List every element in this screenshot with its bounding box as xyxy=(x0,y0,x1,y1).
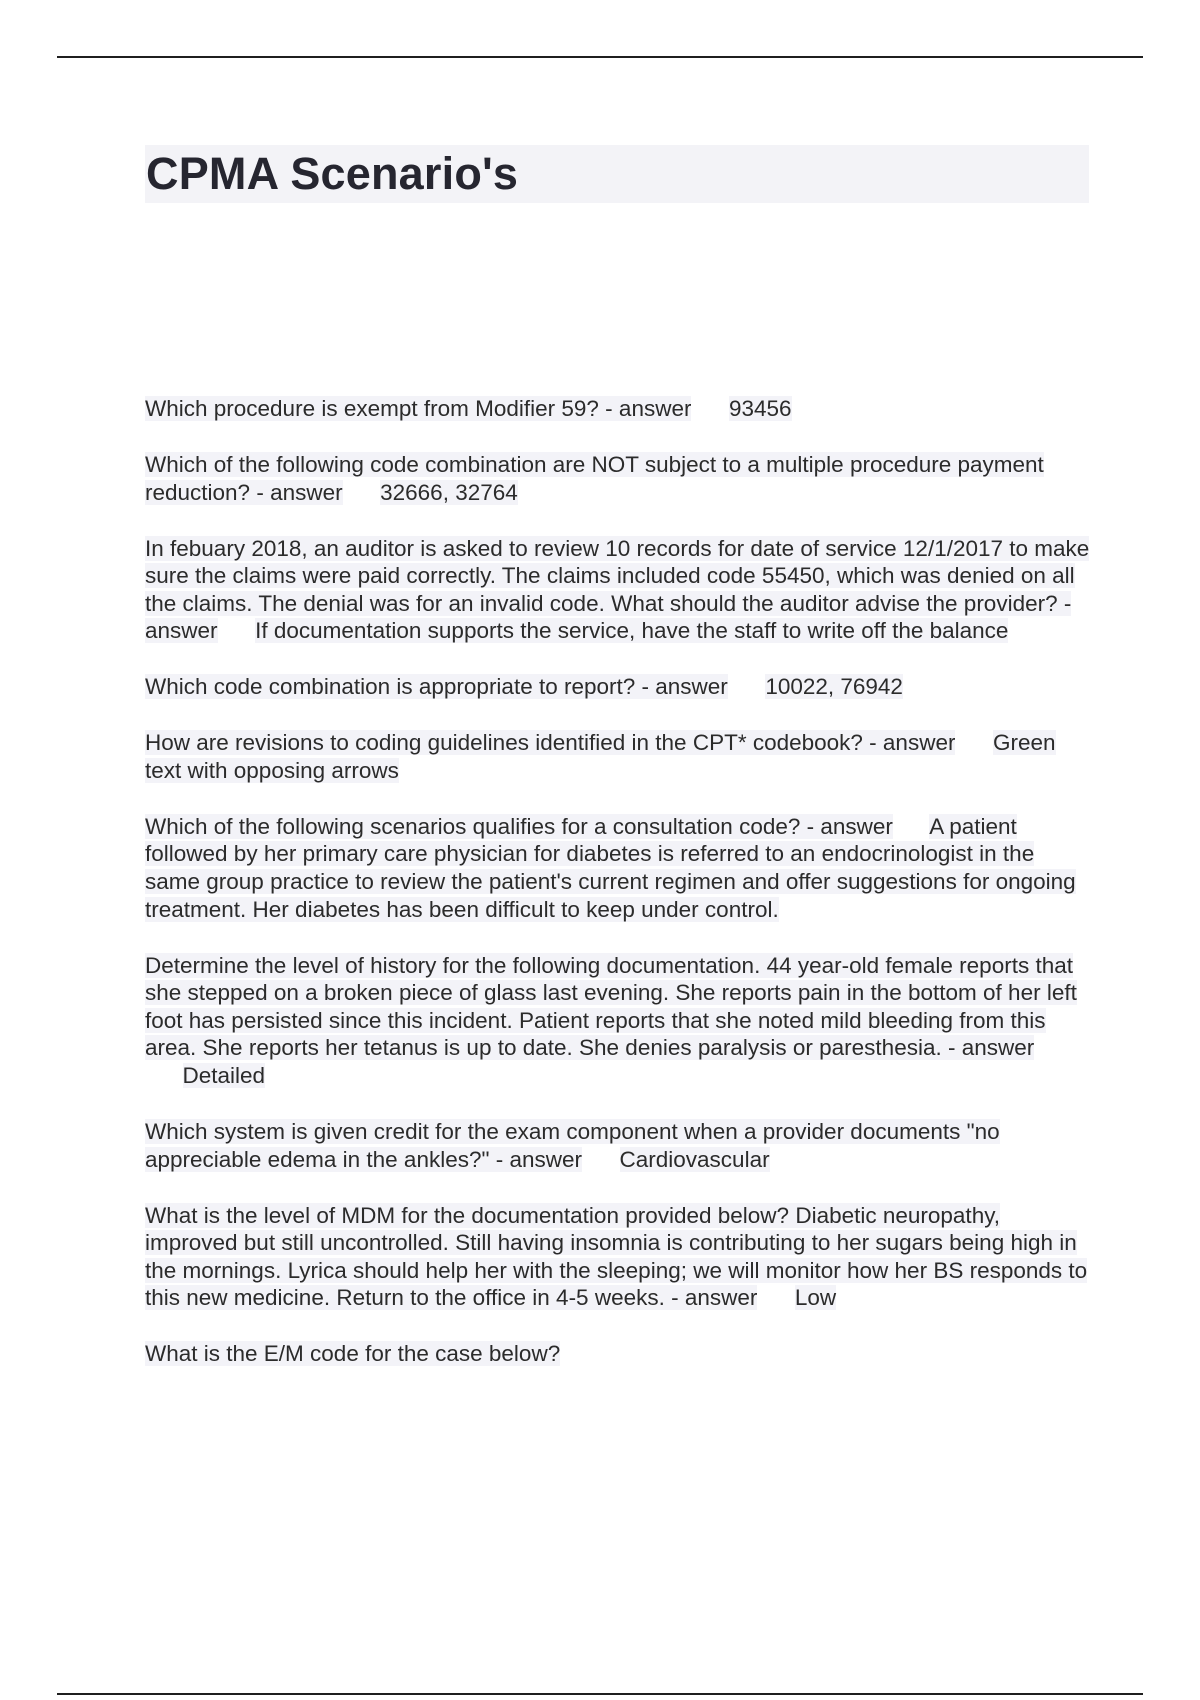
qa-list xyxy=(145,395,1090,1396)
question-text: How are revisions to coding guidelines identified in the CPT* codebook? - answer xyxy=(145,730,956,756)
qa-item xyxy=(145,673,1090,701)
qa-item xyxy=(145,1118,1090,1173)
answer-text: Cardiovascular xyxy=(619,1146,770,1172)
answer-text: 10022, 76942 xyxy=(765,674,903,700)
answer-gap xyxy=(893,814,929,839)
qa-item xyxy=(145,451,1090,506)
answer-text: 93456 xyxy=(728,396,792,421)
question-text: Which procedure is exempt from Modifier 59? - answer xyxy=(145,396,692,421)
answer-gap xyxy=(145,1063,183,1088)
answer-text: Low xyxy=(794,1285,837,1311)
qa-item xyxy=(145,535,1090,645)
question-text: What is the level of MDM for the documentation provided below? Diabetic neuropathy, improved but still uncontrolled. Still having insomnia is contributing to her sugars being high in the mornings. Lyrica should help her with the sleeping; we will monitor how her BS responds to this new medicine. Return to the office in 4-5 weeks. - answer xyxy=(145,1202,1088,1311)
answer-text: If documentation supports the service, have the staff to write off the balance xyxy=(255,618,1009,644)
answer-gap xyxy=(218,618,256,643)
question-text: What is the E/M code for the case below? xyxy=(145,1341,561,1367)
page-title: CPMA Scenario's xyxy=(146,148,519,199)
answer-text: Green text with opposing arrows xyxy=(145,730,1056,783)
answer-gap xyxy=(691,396,729,421)
question-text: Which code combination is appropriate to report? - answer xyxy=(145,674,728,700)
answer-gap xyxy=(343,480,381,505)
answer-text: Detailed xyxy=(182,1063,266,1089)
qa-item xyxy=(145,1340,1090,1368)
qa-item xyxy=(145,813,1090,923)
footer-rule xyxy=(57,1693,1143,1695)
header-rule xyxy=(57,56,1143,58)
question-text: Which system is given credit for the exam component when a provider documents "no appreciable edema in the ankles?" - answer xyxy=(145,1119,1000,1172)
question-text: In febuary 2018, an auditor is asked to review 10 records for date of service 12/1/2017 to make sure the claims were paid correctly. The claims included code 55450, which was denied on all the claims. The denial was for an invalid code. What should the auditor advise the provider? - answer xyxy=(145,535,1090,644)
answer-gap xyxy=(728,674,766,699)
question-text: Which of the following scenarios qualifies for a consultation code? - answer xyxy=(145,813,893,839)
question-text: Which of the following code combination are NOT subject to a multiple procedure payment reduction? - answer xyxy=(145,451,1044,505)
qa-item xyxy=(145,395,1090,423)
answer-text: 32666, 32764 xyxy=(380,479,518,505)
answer-text: A patient followed by her primary care physician for diabetes is referred to an endocrinologist in the same group practice to review the patient's current regimen and offer suggestions for ongoing treatment. Her diabetes has been difficult to keep under control. xyxy=(145,813,1076,922)
answer-gap xyxy=(757,1285,795,1310)
question-text: Determine the level of history for the following documentation. 44 year-old female reports that she stepped on a broken piece of glass last evening. She reports pain in the bottom of her left foot has persisted since this incident. Patient reports that she noted mild bleeding from this area. She reports her tetanus is up to date. She denies paralysis or paresthesia. - answer xyxy=(145,952,1077,1061)
qa-item xyxy=(145,1202,1090,1312)
answer-gap xyxy=(955,730,993,755)
qa-item xyxy=(145,952,1090,1090)
qa-item xyxy=(145,729,1090,784)
answer-gap xyxy=(582,1147,620,1172)
